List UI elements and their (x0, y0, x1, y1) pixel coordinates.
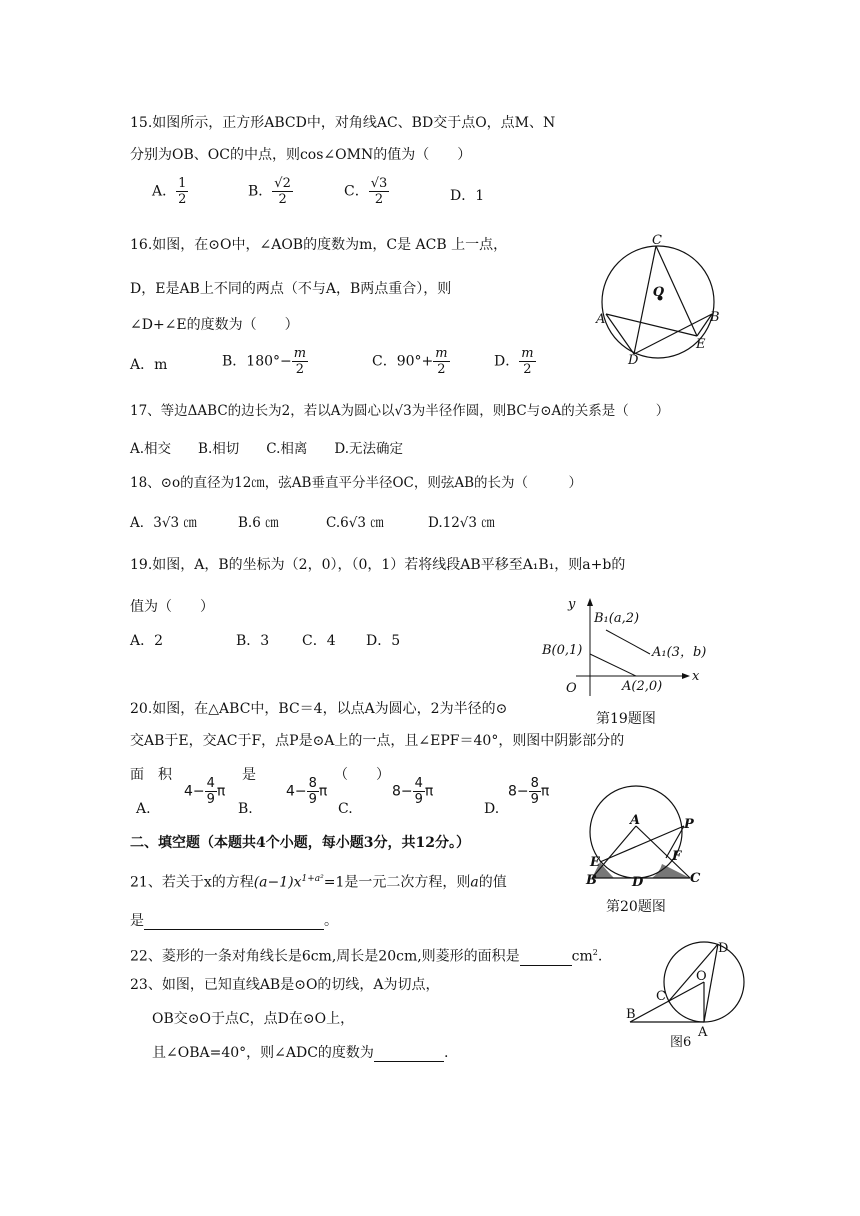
q18-option-a: A．3√3 ㎝ (130, 515, 197, 531)
q20-label-b: B (586, 873, 597, 888)
q18-option-c: C.6√3 ㎝ (326, 515, 384, 531)
q19-label-b: B(0,1) (542, 643, 583, 658)
q19-line2: 值为（ ） (130, 599, 214, 615)
q16-option-b: B．180°− $\frac{m}{2}$ (222, 346, 307, 377)
q19-segment-ab (590, 654, 636, 676)
q20-line3b: 是 (242, 767, 256, 783)
q19-label-b1: B₁(a,2) (594, 611, 640, 626)
q21-line2: 是 。 (130, 913, 338, 929)
q19-label-o: O (566, 681, 577, 696)
q19-coordinate-figure (536, 596, 706, 706)
q15-line1: 15.如图所示，正方形ABCD中，对角线AC、BD交于点O，点M、N (130, 115, 556, 131)
q20-option-b: 4− $\frac{8}{9}$ π (286, 776, 328, 807)
q15-option-b: B． $\frac{√2}{2}$ (248, 176, 291, 207)
q16-option-a: A．m (130, 357, 168, 373)
q20-side-ba (592, 826, 636, 878)
q19-x-arrow (682, 673, 690, 679)
q20-figure-caption: 第20题图 (606, 899, 666, 915)
q20-option-b-label: B. (238, 801, 253, 817)
q18-line1: 18、⊙o的直径为12㎝，弦AB垂直平分半径OC，则弦AB的长为（ ） (130, 475, 583, 491)
q22-answer-blank[interactable] (520, 951, 572, 966)
q23-label-o: O (696, 969, 707, 984)
q19-figure-caption: 第19题图 (596, 711, 656, 727)
q18-option-b: B.6 ㎝ (238, 515, 279, 531)
q16-label-e: E (696, 337, 706, 352)
q23-label-a: A (698, 1025, 708, 1040)
q16-line2: D，E是AB上不同的两点（不与A，B两点重合），则 (130, 281, 452, 297)
q16-option-d: D． $\frac{m}{2}$ (494, 346, 534, 377)
q22-line: 22、菱形的一条对角线长是6cm,周长是20cm,则菱形的面积是 $cm^2$. (130, 948, 603, 965)
q19-segment-a1b1 (606, 630, 650, 654)
q19-option-c: C．4 (302, 633, 336, 649)
q19-option-b: B．3 (236, 633, 270, 649)
q23-label-b: B (626, 1007, 636, 1022)
q21-line1: 21、若关于x的方程$(a-1)x^{1+a^2}=1$是一元二次方程，则a的值 (130, 874, 507, 891)
q23-line2: OB交⊙O于点C，点D在⊙O上， (152, 1011, 355, 1027)
q20-option-c-label: C. (338, 801, 353, 817)
q17-options: A.相交 B.相切 C.相离 D.无法确定 (130, 441, 404, 457)
q16-circle-figure (594, 233, 724, 368)
q19-label-a1: A₁(3，b) (652, 645, 707, 660)
q19-line1: 19.如图，A，B的坐标为（2，0），（0，1）若将线段AB平移至A₁B₁，则a+b的 (130, 557, 626, 573)
q16-label-c: C (652, 233, 662, 248)
q23-figure-caption: 图6 (670, 1035, 692, 1050)
q20-triangle-figure (584, 780, 704, 890)
q19-option-a: A．2 (130, 633, 164, 649)
q23-line1: 23、如图，已知直线AB是⊙O的切线，A为切点， (130, 977, 440, 993)
q16-line1: 16.如图，在⊙O中，∠AOB的度数为m，C是 ACB 上一点， (130, 237, 508, 253)
q17-line1: 17、等边ΔABC的边长为2，若以A为圆心以√3为半径作圆，则BC与⊙A的关系是（ ） (130, 403, 670, 419)
q20-option-c: 8− $\frac{4}{9}$ π (392, 776, 434, 807)
q19-label-a: A(2,0) (622, 679, 663, 694)
q20-shaded-region-right (652, 864, 690, 878)
q20-label-a: A (630, 813, 641, 828)
q16-option-c: C．90°+ $\frac{m}{2}$ (372, 346, 448, 377)
q23-line3: 且∠OBA=40°，则∠ADC的度数为 . (152, 1045, 449, 1061)
q23-line-dc (668, 944, 718, 1002)
q21-answer-blank[interactable] (144, 915, 324, 930)
q20-label-e: E (590, 855, 600, 870)
q20-option-d-label: D. (484, 801, 500, 817)
q20-line1: 20.如图，在△ABC中，BC＝4，以点A为圆心，2为半径的⊙ (130, 701, 508, 717)
q20-label-d: D (632, 875, 644, 890)
q19-option-d: D．5 (366, 633, 401, 649)
q23-label-c: C (656, 989, 666, 1004)
q16-line3: ∠D+∠E的度数为（ ） (130, 317, 299, 333)
q19-y-arrow (587, 598, 593, 606)
q23-line-ob (630, 982, 704, 1022)
q20-option-a-label: A. (136, 801, 151, 817)
q20-line2: 交AB于E，交AC于F，点P是⊙A上的一点，且∠EPF＝40°，则图中阴影部分的 (130, 733, 625, 749)
q16-label-a: A (596, 312, 606, 327)
q16-label-o: O (653, 285, 665, 300)
q16-label-b: B (710, 310, 720, 325)
q19-label-y: y (568, 597, 576, 612)
q15-line2: 分别为OB、OC的中点，则cos∠OMN的值为（ ） (130, 147, 472, 163)
q16-label-d: D (628, 353, 639, 368)
section-heading-fill-in: 二、填空题（本题共4个小题，每小题3分，共12分。） (130, 835, 470, 851)
q15-option-c: C． $\frac{√3}{2}$ (344, 176, 388, 207)
q18-option-d: D.12√3 ㎝ (428, 515, 495, 531)
q19-label-x: x (692, 669, 700, 684)
q20-line3a: 面 积 (130, 767, 172, 783)
q15-option-a: A． $\frac{1}{2}$ (152, 176, 187, 207)
q20-label-p: P (684, 817, 694, 832)
q20-option-d: 8− $\frac{8}{9}$ π (508, 776, 550, 807)
q16-chord-ca (634, 246, 656, 354)
q20-label-f: F (672, 849, 682, 864)
q20-option-a: 4− $\frac{4}{9}$ π (184, 776, 226, 807)
q15-option-d: D．1 (450, 188, 485, 204)
q20-line3c: （ ） (334, 767, 390, 783)
q23-answer-blank[interactable] (374, 1047, 444, 1062)
q23-tangent-figure (622, 940, 752, 1050)
q23-label-d: D (718, 941, 729, 956)
q20-label-c: C (690, 871, 701, 886)
